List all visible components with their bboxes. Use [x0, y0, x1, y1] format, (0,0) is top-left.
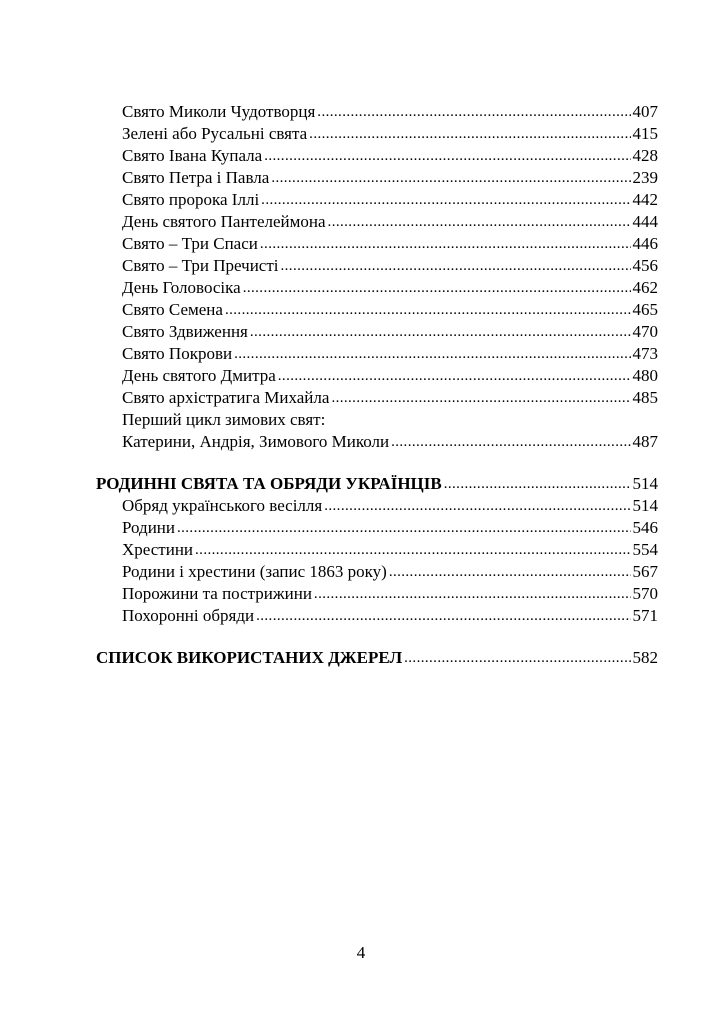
- toc-entry: [96, 321, 658, 343]
- toc-entry-title: Свято Здвиження: [122, 322, 248, 341]
- table-of-contents: [96, 101, 658, 669]
- toc-entry-page: 456: [632, 256, 658, 275]
- toc-entry: [96, 387, 658, 409]
- toc-entry-title: Свято – Три Спаси: [122, 234, 258, 253]
- toc-entry: [96, 299, 658, 321]
- toc-entry-page: 485: [632, 388, 658, 407]
- toc-entry-title: Родини і хрестини (запис 1863 року): [122, 562, 387, 581]
- toc-entry-page: 487: [632, 432, 658, 451]
- toc-leader-dots: [309, 123, 630, 145]
- section-gap: [96, 453, 658, 473]
- toc-entry-page: 570: [632, 584, 658, 603]
- toc-entry-title: День Головосіка: [122, 278, 241, 297]
- toc-entry: [96, 101, 658, 123]
- toc-entry-heading-line: [96, 409, 658, 431]
- toc-entry-title: Зелені або Русальні свята: [122, 124, 308, 143]
- toc-leader-dots: [243, 277, 631, 299]
- section-gap: [96, 627, 658, 647]
- toc-leader-dots: [317, 101, 630, 123]
- toc-entry: [96, 145, 658, 167]
- toc-entry: [96, 233, 658, 255]
- page-number: 4: [356, 943, 366, 962]
- toc-entry: [96, 583, 658, 605]
- toc-entry: [96, 365, 658, 387]
- toc-entry-page: 567: [632, 562, 658, 581]
- toc-entry-title: Похоронні обряди: [122, 606, 255, 625]
- toc-entry-title: Свято Семена: [122, 300, 223, 319]
- toc-entry: [96, 277, 658, 299]
- toc-entry-title: Хрестини: [122, 540, 194, 559]
- toc-leader-dots: [328, 211, 631, 233]
- toc-entry-page: 582: [632, 648, 658, 667]
- toc-leader-dots: [261, 189, 630, 211]
- toc-leader-dots: [404, 647, 630, 669]
- toc-leader-dots: [391, 431, 630, 453]
- toc-entry-page: 473: [632, 344, 658, 363]
- toc-entry: [96, 517, 658, 539]
- toc-entry-title: Перший цикл зимових свят:: [122, 410, 326, 429]
- toc-leader-dots: [389, 561, 631, 583]
- toc-leader-dots: [331, 387, 630, 409]
- toc-entry-page: 446: [632, 234, 658, 253]
- toc-entry: [96, 605, 658, 627]
- toc-entry-title: Свято Миколи Чудотворця: [122, 102, 316, 121]
- toc-entry-title: День святого Пантелеймона: [122, 212, 326, 231]
- toc-entry-page: 470: [632, 322, 658, 341]
- toc-entry: [96, 561, 658, 583]
- toc-section-title: СПИСОК ВИКОРИСТАНИХ ДЖЕРЕЛ: [96, 648, 403, 667]
- toc-leader-dots: [195, 539, 630, 561]
- toc-entry-title: Свято Івана Купала: [122, 146, 263, 165]
- toc-entry-title: Катерини, Андрія, Зимового Миколи: [122, 432, 390, 451]
- toc-entry: [96, 211, 658, 233]
- toc-section-heading: [96, 647, 658, 669]
- toc-leader-dots: [260, 233, 631, 255]
- toc-leader-dots: [256, 605, 630, 627]
- toc-entry-page: 444: [632, 212, 658, 231]
- toc-entry-page: 428: [632, 146, 658, 165]
- toc-leader-dots: [278, 365, 631, 387]
- toc-entry-page: 442: [632, 190, 658, 209]
- toc-entry: [96, 255, 658, 277]
- toc-entry-page: 546: [632, 518, 658, 537]
- toc-entry-title: Обряд українського весілля: [122, 496, 323, 515]
- toc-entry-title: Свято архістратига Михайла: [122, 388, 330, 407]
- toc-section-title: РОДИННІ СВЯТА ТА ОБРЯДИ УКРАЇНЦІВ: [96, 474, 442, 493]
- toc-entry-title: Порожини та пострижини: [122, 584, 312, 603]
- toc-leader-dots: [250, 321, 631, 343]
- toc-entry-page: 415: [632, 124, 658, 143]
- toc-entry-page: 571: [632, 606, 658, 625]
- toc-entry-page: 462: [632, 278, 658, 297]
- toc-leader-dots: [271, 167, 630, 189]
- toc-entry-page: 239: [632, 168, 658, 187]
- toc-entry: [96, 495, 658, 517]
- toc-entry-title: Свято – Три Пречисті: [122, 256, 279, 275]
- toc-leader-dots: [225, 299, 631, 321]
- toc-entry-title: Родини: [122, 518, 175, 537]
- toc-leader-dots: [444, 473, 631, 495]
- toc-entry: [96, 167, 658, 189]
- toc-entry: [96, 343, 658, 365]
- toc-entry-title: День святого Дмитра: [122, 366, 276, 385]
- toc-entry-title: Свято пророка Іллі: [122, 190, 260, 209]
- toc-entry-page: 514: [632, 474, 658, 493]
- toc-entry: [96, 539, 658, 561]
- toc-leader-dots: [324, 495, 630, 517]
- toc-leader-dots: [314, 583, 631, 605]
- toc-entry-title: Свято Покрови: [122, 344, 233, 363]
- toc-entry-page: 465: [632, 300, 658, 319]
- toc-entry-title: Свято Петра і Павла: [122, 168, 270, 187]
- toc-entry-page: 407: [632, 102, 658, 121]
- toc-entry-page: 480: [632, 366, 658, 385]
- toc-leader-dots: [234, 343, 630, 365]
- toc-entry-page: 514: [632, 496, 658, 515]
- toc-entry-page: 554: [632, 540, 658, 559]
- toc-leader-dots: [281, 255, 631, 277]
- toc-entry: [96, 431, 658, 453]
- toc-leader-dots: [264, 145, 630, 167]
- toc-section-heading: [96, 473, 658, 495]
- toc-leader-dots: [177, 517, 631, 539]
- toc-entry: [96, 189, 658, 211]
- toc-entry: [96, 123, 658, 145]
